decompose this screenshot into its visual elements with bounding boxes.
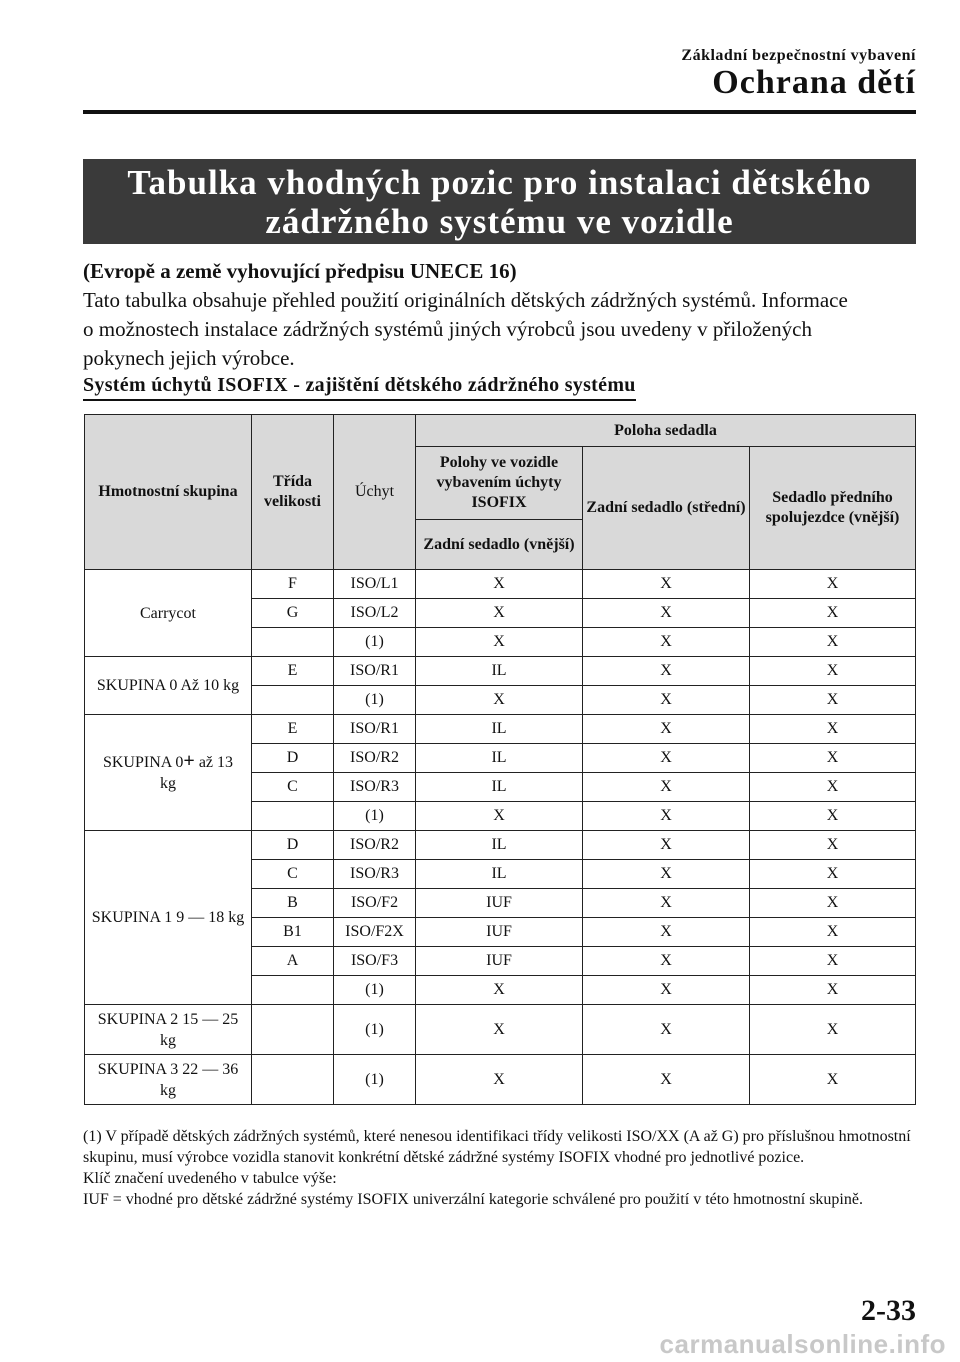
- cell-fixture: ISO/F2: [334, 889, 416, 918]
- page-title-line-2: zádržného systému ve vozidle: [265, 202, 734, 241]
- cell-center: X: [583, 860, 750, 889]
- cell-size: C: [252, 773, 334, 802]
- cell-fixture: ISO/R1: [334, 715, 416, 744]
- table-body: [85, 570, 916, 1105]
- cell-outer: IL: [416, 773, 583, 802]
- weight-group-cell: [85, 831, 252, 1005]
- cell-front: X: [750, 744, 916, 773]
- cell-center: X: [583, 889, 750, 918]
- cell-center: X: [583, 976, 750, 1005]
- weight-group-label: SKUPINA 1 9 ― 18 kg: [91, 909, 245, 926]
- cell-fixture: (1): [334, 1055, 416, 1105]
- cell-fixture: ISO/R1: [334, 657, 416, 686]
- cell-center: X: [583, 831, 750, 860]
- cell-outer: IL: [416, 831, 583, 860]
- footnote-key-title: Klíč značení uvedeného v tabulce výše:: [83, 1170, 337, 1187]
- cell-size: [252, 976, 334, 1005]
- cell-size: [252, 686, 334, 715]
- weight-group-cell: [85, 657, 252, 715]
- col-header-rear-outer: Zadní sedadlo (vnější): [416, 520, 583, 570]
- plus-symbol: +: [183, 750, 195, 772]
- cell-fixture: ISO/F2X: [334, 918, 416, 947]
- cell-outer: X: [416, 686, 583, 715]
- cell-size: E: [252, 715, 334, 744]
- weight-group-label: SKUPINA 2 15 ― 25 kg: [97, 1010, 239, 1049]
- cell-outer: IUF: [416, 947, 583, 976]
- cell-center: X: [583, 686, 750, 715]
- chapter-title: Ochrana dětí: [712, 64, 916, 101]
- cell-outer: IUF: [416, 889, 583, 918]
- cell-front: X: [750, 773, 916, 802]
- cell-front: X: [750, 860, 916, 889]
- cell-fixture: ISO/R3: [334, 860, 416, 889]
- cell-outer: IUF: [416, 918, 583, 947]
- col-header-rear-center: Zadní sedadlo (střední): [583, 447, 750, 570]
- weight-group-label-suffix: až 13: [194, 754, 234, 771]
- cell-outer: X: [416, 1005, 583, 1055]
- cell-center: X: [583, 918, 750, 947]
- intro-line-2: o možnostech instalace zádržných systémů jiných výrobců jsou uvedeny v přiložených: [83, 317, 812, 341]
- weight-group-label: SKUPINA 3 22 ― 36 kg: [97, 1060, 239, 1099]
- watermark: carmanualsonline.info: [659, 1329, 946, 1359]
- cell-fixture: ISO/R3: [334, 773, 416, 802]
- cell-front: X: [750, 570, 916, 599]
- cell-center: X: [583, 947, 750, 976]
- cell-fixture: (1): [334, 976, 416, 1005]
- footnote-1: (1) V případě dětských zádržných systémů, které nenesou identifikaci třídy velikosti ISO/XX (A až G) pro příslušnou hmotnostní skupinu, musí výrobce vozidla stanovit konkrétní dětské zádržné systémy ISOFIX vhodné pro jednotlivé pozice.: [83, 1128, 911, 1166]
- isofix-table: [84, 414, 916, 1105]
- cell-front: X: [750, 599, 916, 628]
- weight-group-unit: kg: [160, 775, 176, 792]
- cell-outer: IL: [416, 860, 583, 889]
- footnote-iuf: IUF = vhodné pro dětské zádržné systémy ISOFIX univerzální kategorie schválené pro použití v této hmotnostní skupině.: [83, 1191, 863, 1208]
- cell-fixture: ISO/R2: [334, 744, 416, 773]
- cell-front: X: [750, 1055, 916, 1105]
- cell-size: C: [252, 860, 334, 889]
- cell-fixture: (1): [334, 628, 416, 657]
- cell-center: X: [583, 628, 750, 657]
- intro-text: [83, 257, 916, 373]
- table-row: [85, 715, 916, 744]
- cell-center: X: [583, 744, 750, 773]
- cell-size: G: [252, 599, 334, 628]
- weight-group-label: Carrycot: [140, 604, 196, 622]
- weight-group-cell: [85, 715, 252, 831]
- footnotes: [83, 1126, 916, 1210]
- cell-fixture: (1): [334, 1005, 416, 1055]
- table-row: [85, 1005, 916, 1055]
- cell-center: X: [583, 1055, 750, 1105]
- weight-group-label: SKUPINA 0: [102, 754, 184, 771]
- cell-front: X: [750, 918, 916, 947]
- cell-outer: IL: [416, 657, 583, 686]
- cell-size: D: [252, 744, 334, 773]
- weight-group-cell: [85, 1005, 252, 1055]
- table-row: [85, 831, 916, 860]
- cell-fixture: ISO/R2: [334, 831, 416, 860]
- intro-line-1: Tato tabulka obsahuje přehled použití originálních dětských zádržných systémů. Informace: [83, 288, 848, 312]
- cell-size: E: [252, 657, 334, 686]
- table-row: [85, 657, 916, 686]
- table-row: [85, 1055, 916, 1105]
- table-heading: Systém úchytů ISOFIX - zajištění dětského zádržného systému: [83, 374, 636, 401]
- col-header-fixture: Úchyt: [334, 415, 416, 570]
- cell-size: [252, 1055, 334, 1105]
- cell-center: X: [583, 715, 750, 744]
- cell-size: A: [252, 947, 334, 976]
- cell-fixture: (1): [334, 686, 416, 715]
- weight-group-cell: [85, 570, 252, 657]
- section-title: Základní bezpečnostní vybavení: [681, 47, 916, 64]
- col-header-front-passenger: Sedadlo předního spolujezdce (vnější): [750, 447, 916, 570]
- intro-regulation: (Evropě a země vyhovující předpisu UNECE 16): [83, 259, 517, 283]
- col-header-seat-position: Poloha sedadla: [416, 415, 916, 447]
- cell-center: X: [583, 599, 750, 628]
- cell-front: X: [750, 831, 916, 860]
- header-rule: [83, 110, 916, 114]
- cell-front: X: [750, 686, 916, 715]
- cell-front: X: [750, 1005, 916, 1055]
- table-row: [85, 570, 916, 599]
- cell-size: [252, 628, 334, 657]
- cell-outer: IL: [416, 715, 583, 744]
- col-header-isofix-positions: Polohy ve vozidle vybavením úchyty ISOFIX: [416, 447, 583, 520]
- intro-line-3: pokynech jejich výrobce.: [83, 346, 295, 370]
- weight-group-cell: [85, 1055, 252, 1105]
- cell-size: F: [252, 570, 334, 599]
- cell-outer: X: [416, 976, 583, 1005]
- page-number: 2-33: [861, 1294, 916, 1327]
- cell-size: B1: [252, 918, 334, 947]
- cell-front: X: [750, 976, 916, 1005]
- cell-outer: X: [416, 1055, 583, 1105]
- cell-outer: X: [416, 570, 583, 599]
- cell-fixture: ISO/L1: [334, 570, 416, 599]
- cell-center: X: [583, 1005, 750, 1055]
- cell-outer: X: [416, 802, 583, 831]
- cell-fixture: ISO/L2: [334, 599, 416, 628]
- cell-size: D: [252, 831, 334, 860]
- page-title-banner: [83, 159, 916, 244]
- cell-size: [252, 1005, 334, 1055]
- page-title-line-1: Tabulka vhodných pozic pro instalaci dětského: [127, 163, 872, 202]
- col-header-weight-group: Hmotnostní skupina: [85, 415, 252, 570]
- cell-size: B: [252, 889, 334, 918]
- cell-fixture: ISO/F3: [334, 947, 416, 976]
- cell-center: X: [583, 773, 750, 802]
- cell-front: X: [750, 715, 916, 744]
- cell-front: X: [750, 657, 916, 686]
- cell-front: X: [750, 628, 916, 657]
- col-header-size-class: Třída velikosti: [252, 415, 334, 570]
- cell-front: X: [750, 889, 916, 918]
- cell-size: [252, 802, 334, 831]
- cell-front: X: [750, 802, 916, 831]
- cell-fixture: (1): [334, 802, 416, 831]
- cell-outer: IL: [416, 744, 583, 773]
- cell-outer: X: [416, 599, 583, 628]
- cell-outer: X: [416, 628, 583, 657]
- weight-group-label: SKUPINA 0 Až 10 kg: [96, 677, 240, 694]
- cell-center: X: [583, 657, 750, 686]
- cell-front: X: [750, 947, 916, 976]
- cell-center: X: [583, 802, 750, 831]
- cell-center: X: [583, 570, 750, 599]
